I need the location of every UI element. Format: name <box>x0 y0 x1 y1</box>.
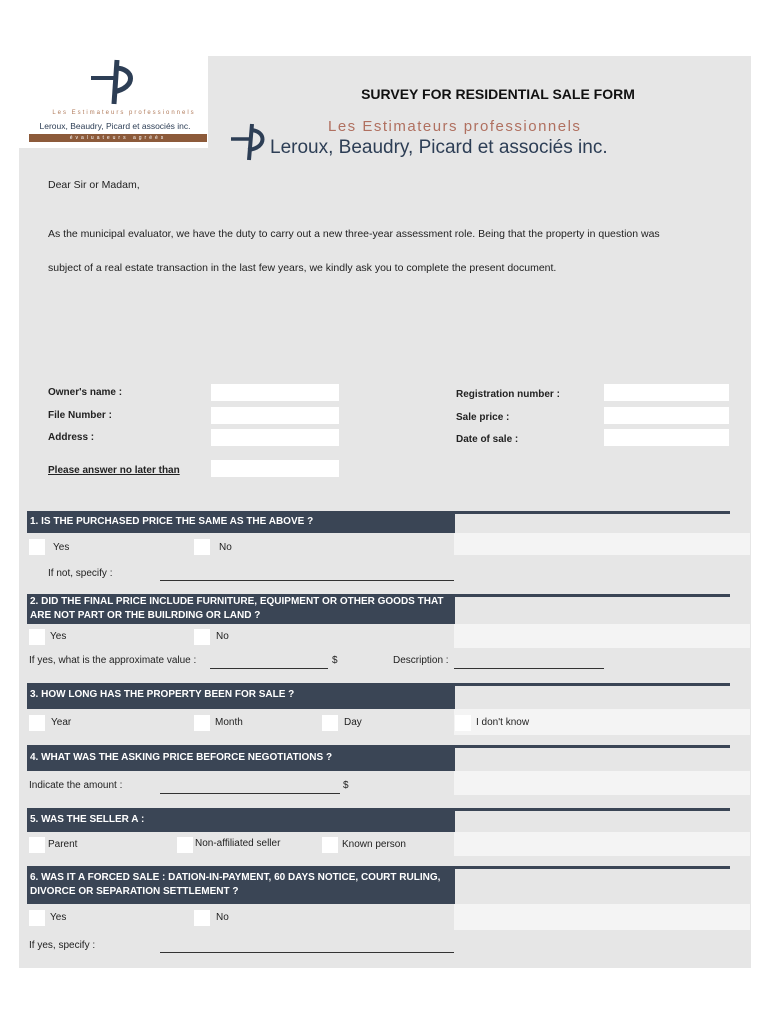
q5-known-label: Known person <box>342 839 406 850</box>
small-logo <box>19 56 208 148</box>
q5-parent-checkbox[interactable] <box>29 837 45 853</box>
file-number-field[interactable] <box>211 407 339 424</box>
q2-yes-label: Yes <box>50 631 67 642</box>
q1-yes-checkbox[interactable] <box>29 539 45 555</box>
q3-month-label: Month <box>215 717 243 728</box>
q3-year-label: Year <box>51 717 72 728</box>
question-6-row <box>454 904 750 930</box>
question-2-rule <box>455 594 730 597</box>
address-field[interactable] <box>211 429 339 446</box>
q5-parent-label: Parent <box>48 839 78 850</box>
q3-month-checkbox[interactable] <box>194 715 210 731</box>
question-6-rule <box>455 866 730 869</box>
date-of-sale-label: Date of sale : <box>456 434 519 445</box>
q3-year-checkbox[interactable] <box>29 715 45 731</box>
q4-currency: $ <box>343 780 349 791</box>
question-3-rule <box>455 683 730 686</box>
question-5-rule <box>455 808 730 811</box>
q4-amount-line[interactable] <box>160 793 340 794</box>
q6-yes-checkbox[interactable] <box>29 910 45 926</box>
form-title: SURVEY FOR RESIDENTIAL SALE FORM <box>361 86 635 102</box>
file-number-label: File Number : <box>48 410 112 421</box>
small-logo-strip: évaluateurs agréés <box>29 134 207 142</box>
q2-value-line[interactable] <box>210 668 328 669</box>
owner-name-label: Owner's name : <box>48 387 123 398</box>
deadline-field[interactable] <box>211 460 339 477</box>
letter-line-1: As the municipal evaluator, we have the duty to carry out a new three-year assessment role. Being that the property in question was <box>48 228 660 240</box>
q1-specify-label: If not, specify : <box>48 568 113 579</box>
q3-day-label: Day <box>344 717 362 728</box>
date-of-sale-field[interactable] <box>604 429 729 446</box>
q2-currency: $ <box>332 655 338 666</box>
q2-description-line[interactable] <box>454 668 604 669</box>
deadline-label: Please answer no later than <box>48 465 180 476</box>
q2-no-label: No <box>216 631 229 642</box>
question-4-heading: 4. WHAT WAS THE ASKING PRICE BEFORCE NEGOTIATIONS ? <box>27 745 455 771</box>
logo-mark-icon <box>228 122 270 162</box>
q5-known-checkbox[interactable] <box>322 837 338 853</box>
q6-no-label: No <box>216 912 229 923</box>
q6-yes-label: Yes <box>50 912 67 923</box>
question-2-row <box>454 624 750 648</box>
question-3-heading: 3. HOW LONG HAS THE PROPERTY BEEN FOR SALE ? <box>27 683 455 709</box>
q1-yes-label: Yes <box>53 542 70 553</box>
question-4-row <box>454 771 750 795</box>
registration-number-label: Registration number : <box>456 389 560 400</box>
question-2-heading: 2. DID THE FINAL PRICE INCLUDE FURNITURE, EQUIPMENT OR OTHER GOODS THAT ARE NOT PART OR THE BUILRDING OR LAND ? <box>27 594 455 624</box>
q3-unknown-label: I don't know <box>476 717 530 728</box>
logo-mark-icon <box>87 58 139 106</box>
address-label: Address : <box>48 432 95 443</box>
big-logo-tagline: Les Estimateurs professionnels <box>328 118 582 135</box>
q6-specify-line[interactable] <box>160 952 454 953</box>
registration-number-field[interactable] <box>604 384 729 401</box>
q3-unknown-checkbox[interactable] <box>455 715 471 731</box>
question-1-rule <box>455 511 730 514</box>
question-5-row <box>454 832 750 856</box>
question-1-row <box>454 533 750 555</box>
question-4-rule <box>455 745 730 748</box>
q4-amount-label: Indicate the amount : <box>29 780 123 791</box>
q5-non-affiliated-checkbox[interactable] <box>177 837 193 853</box>
small-logo-name: Leroux, Beaudry, Picard et associés inc. <box>39 121 191 131</box>
question-1-heading: 1. IS THE PURCHASED PRICE THE SAME AS THE ABOVE ? <box>27 511 455 533</box>
q1-no-label: No <box>219 542 232 553</box>
letter-line-2: subject of a real estate transaction in the last few years, we kindly ask you to complete the present document. <box>48 262 557 274</box>
question-6-heading: 6. WAS IT A FORCED SALE : DATION-IN-PAYMENT, 60 DAYS NOTICE, COURT RULING, DIVORCE OR SEPARATION SETTLEMENT ? <box>27 866 455 904</box>
q1-no-checkbox[interactable] <box>194 539 210 555</box>
sale-price-field[interactable] <box>604 407 729 424</box>
q2-value-label: If yes, what is the approximate value : <box>29 655 197 666</box>
big-logo-name: Leroux, Beaudry, Picard et associés inc. <box>270 137 608 158</box>
question-5-heading: 5. WAS THE SELLER A : <box>27 808 455 832</box>
q2-no-checkbox[interactable] <box>194 629 210 645</box>
q5-non-affiliated-label: Non-affiliated seller <box>195 838 281 849</box>
sale-price-label: Sale price : <box>456 412 510 423</box>
q6-specify-label: If yes, specify : <box>29 940 96 951</box>
q6-no-checkbox[interactable] <box>194 910 210 926</box>
q2-description-label: Description : <box>393 655 449 666</box>
q2-yes-checkbox[interactable] <box>29 629 45 645</box>
q3-day-checkbox[interactable] <box>322 715 338 731</box>
q1-specify-line[interactable] <box>160 580 454 581</box>
salutation: Dear Sir or Madam, <box>48 179 140 191</box>
small-logo-tagline: Les Estimateurs professionnels <box>52 110 196 116</box>
owner-name-field[interactable] <box>211 384 339 401</box>
